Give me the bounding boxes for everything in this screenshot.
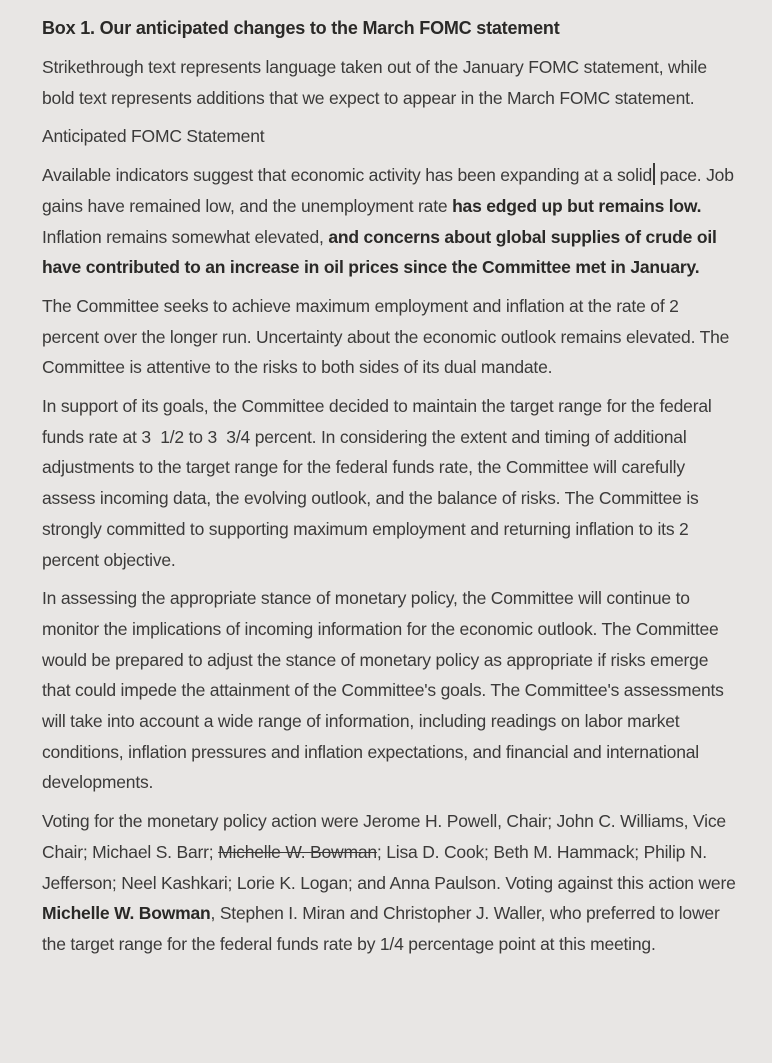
text-segment-normal: Anticipated FOMC Statement [42, 126, 265, 147]
text-segment-normal: ; Lisa D. Cook; Beth M. Hammack; Philip N. Jefferson; Neel Kashkari; Lorie K. Logan; and Anna Paulson. Voting against this action were [42, 841, 736, 893]
paragraph-voting [42, 806, 740, 960]
text-segment-bold: and concerns about global supplies of crude oil have contributed to an increase in oil prices since the Committee met in January. [42, 226, 717, 278]
text-segment-bold: has edged up but remains low. [452, 195, 702, 216]
paragraph-policy-stance [42, 583, 740, 798]
text-segment-normal: Available indicators suggest that economic activity has been expanding at a solid [42, 165, 652, 186]
text-segment-normal: In support of its goals, the Committee decided to maintain the target range for the federal funds rate at 3 1/2 to 3 3/4 percent. In considering the extent and timing of additional adjustments to the target range for the federal funds rate, the Committee will carefully assess incoming data, the evolving outlook, and the balance of risks. The Committee is strongly committed to supporting maximum employment and returning inflation to its 2 percent objective. [42, 396, 712, 570]
text-segment-strike: Michelle W. Bowman [218, 841, 377, 862]
paragraph-economic-conditions [42, 160, 740, 283]
paragraph-policy-decision [42, 391, 740, 575]
text-segment-normal: pace. Job gains have remained low, and the unemployment rate [42, 165, 734, 216]
text-segment-normal: In assessing the appropriate stance of monetary policy, the Committee will continue to monitor the implications of incoming information for the economic outlook. The Committee would be prepared to adjust the stance of monetary policy as appropriate if risks emerge that could impede the attainment of the Committee's goals. The Committee's assessments will take into account a wide range of information, including readings on labor market conditions, inflation pressures and inflation expectations, and financial and international developments. [42, 588, 724, 793]
text-segment-normal: The Committee seeks to achieve maximum employment and inflation at the rate of 2 percent over the longer run. Uncertainty about the economic outlook remains elevated. The Committee is attentive to the risks to both sides of its dual mandate. [42, 295, 730, 378]
text-segment-normal: Voting for the monetary policy action were Jerome H. Powell, Chair; John C. Williams, Vice Chair; Michael S. Barr; [42, 811, 726, 862]
text-segment-normal: Inflation remains somewhat elevated, [42, 226, 329, 247]
text-segment-normal: , Stephen I. Miran and Christopher J. Waller, who preferred to lower the target range for the federal funds rate by 1/4 percentage point at this meeting. [42, 903, 720, 954]
text-segment-bold: Michelle W. Bowman [42, 903, 211, 924]
paragraph-dual-mandate [42, 291, 740, 383]
paragraph-legend [42, 52, 740, 113]
statement-text-area[interactable] [42, 52, 740, 960]
box-title: Box 1. Our anticipated changes to the March FOMC statement [42, 18, 560, 38]
statement-heading [42, 121, 740, 152]
text-segment-normal: Strikethrough text represents language taken out of the January FOMC statement, while bold text represents additions that we expect to appear in the March FOMC statement. [42, 57, 707, 108]
